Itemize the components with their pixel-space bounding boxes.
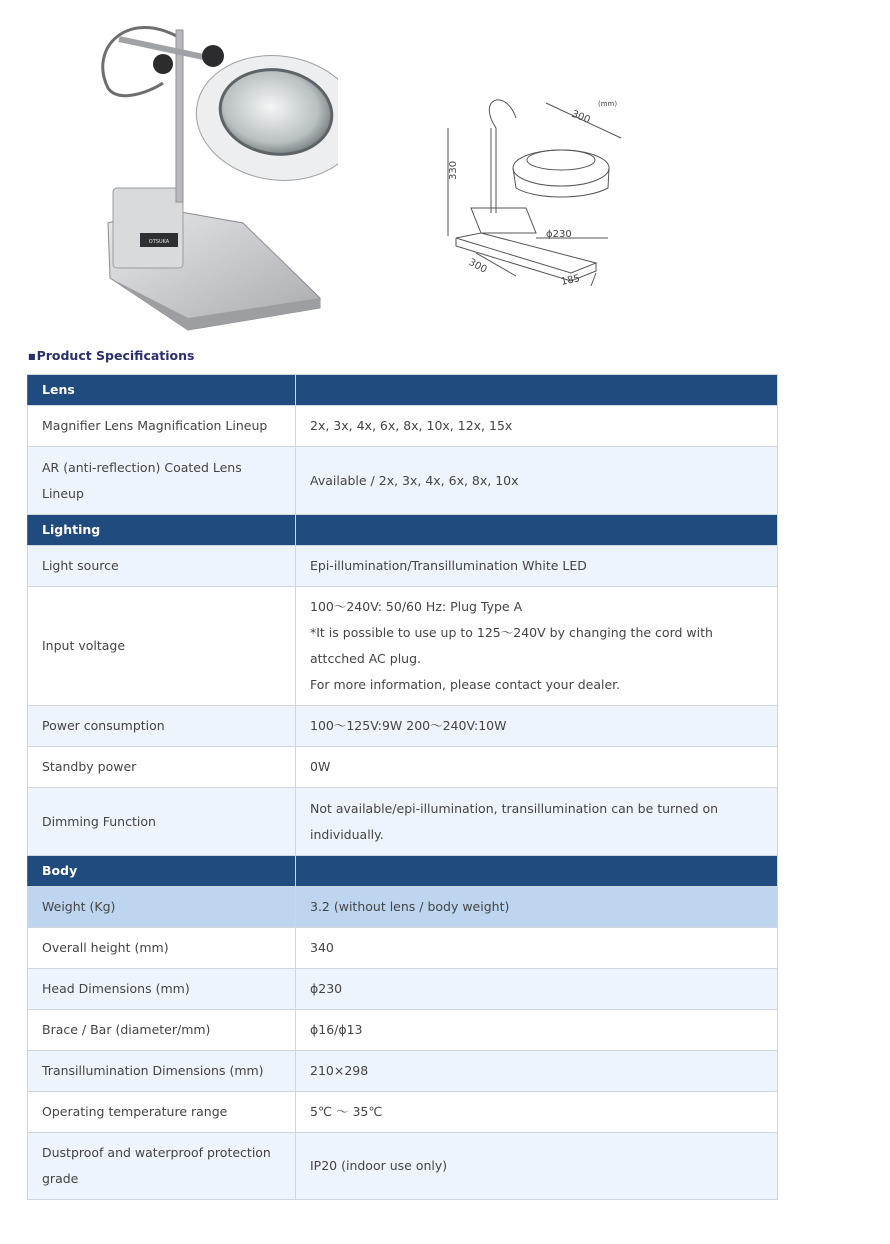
spec-label: Weight (Kg)	[28, 887, 296, 928]
spec-value: 3.2 (without lens / body weight)	[296, 887, 778, 928]
table-row	[28, 788, 778, 856]
table-row	[28, 546, 778, 587]
spec-label: Brace / Bar (diameter/mm)	[28, 1010, 296, 1051]
spec-value: Epi-illumination/Transillumination White LED	[296, 546, 778, 587]
spec-value: IP20 (indoor use only)	[296, 1133, 778, 1200]
spec-value: 210×298	[296, 1051, 778, 1092]
product-photo	[88, 8, 338, 336]
spec-label: Dustproof and waterproof protection grade	[28, 1133, 296, 1200]
spec-label: Transillumination Dimensions (mm)	[28, 1051, 296, 1092]
spec-value: 0W	[296, 747, 778, 788]
spec-value: Available / 2x, 3x, 4x, 6x, 8x, 10x	[296, 447, 778, 515]
spec-label: Magnifier Lens Magnification Lineup	[28, 406, 296, 447]
table-row	[28, 887, 778, 928]
spec-value: Not available/epi-illumination, transillumination can be turned on individually.	[296, 788, 778, 856]
section-header-lighting	[28, 515, 778, 546]
section-header-lens	[28, 375, 778, 406]
spec-label: Power consumption	[28, 706, 296, 747]
spec-label: Standby power	[28, 747, 296, 788]
section-header-body	[28, 856, 778, 887]
table-row	[28, 969, 778, 1010]
spec-value: 2x, 3x, 4x, 6x, 8x, 10x, 12x, 15x	[296, 406, 778, 447]
dim-depth: 300	[466, 256, 489, 276]
spec-label: Head Dimensions (mm)	[28, 969, 296, 1010]
table-row	[28, 1092, 778, 1133]
spec-value: 100～125V:9W 200～240V:10W	[296, 706, 778, 747]
table-row	[28, 1051, 778, 1092]
table-row	[28, 706, 778, 747]
dim-width: 300	[569, 108, 592, 127]
section-header-label: Body	[28, 856, 296, 887]
table-row	[28, 447, 778, 515]
spec-value: 340	[296, 928, 778, 969]
spec-label: Light source	[28, 546, 296, 587]
dim-base: 185	[560, 273, 582, 288]
spec-label: Operating temperature range	[28, 1092, 296, 1133]
table-row	[28, 1010, 778, 1051]
spec-table	[27, 374, 778, 1200]
spec-label: Input voltage	[28, 587, 296, 706]
spec-value	[296, 587, 778, 706]
table-row	[28, 406, 778, 447]
spec-value: ϕ230	[296, 969, 778, 1010]
section-title: ■Product Specifications	[28, 348, 195, 363]
table-row	[28, 1133, 778, 1200]
dim-head: ϕ230	[546, 229, 572, 240]
table-row	[28, 587, 778, 706]
spec-value: 5℃ ～ 35℃	[296, 1092, 778, 1133]
spec-value-line: For more information, please contact your dealer.	[310, 677, 621, 692]
table-row	[28, 928, 778, 969]
section-title-text: Product Specifications	[36, 348, 195, 363]
unit-label: (mm)	[598, 100, 618, 108]
dim-height: 330	[448, 160, 459, 180]
svg-text:OTSUKA: OTSUKA	[148, 239, 170, 245]
section-header-label: Lighting	[28, 515, 296, 546]
spec-label: AR (anti-reflection) Coated Lens Lineup	[28, 447, 296, 515]
section-header-label: Lens	[28, 375, 296, 406]
spec-value-line: *It is possible to use up to 125～240V by changing the cord with attcched AC plug.	[310, 625, 713, 666]
table-row	[28, 747, 778, 788]
spec-value: ϕ16/ϕ13	[296, 1010, 778, 1051]
spec-value-line: 100～240V: 50/60 Hz: Plug Type A	[310, 599, 523, 614]
spec-label: Overall height (mm)	[28, 928, 296, 969]
spec-label: Dimming Function	[28, 788, 296, 856]
dimension-drawing	[436, 88, 636, 294]
